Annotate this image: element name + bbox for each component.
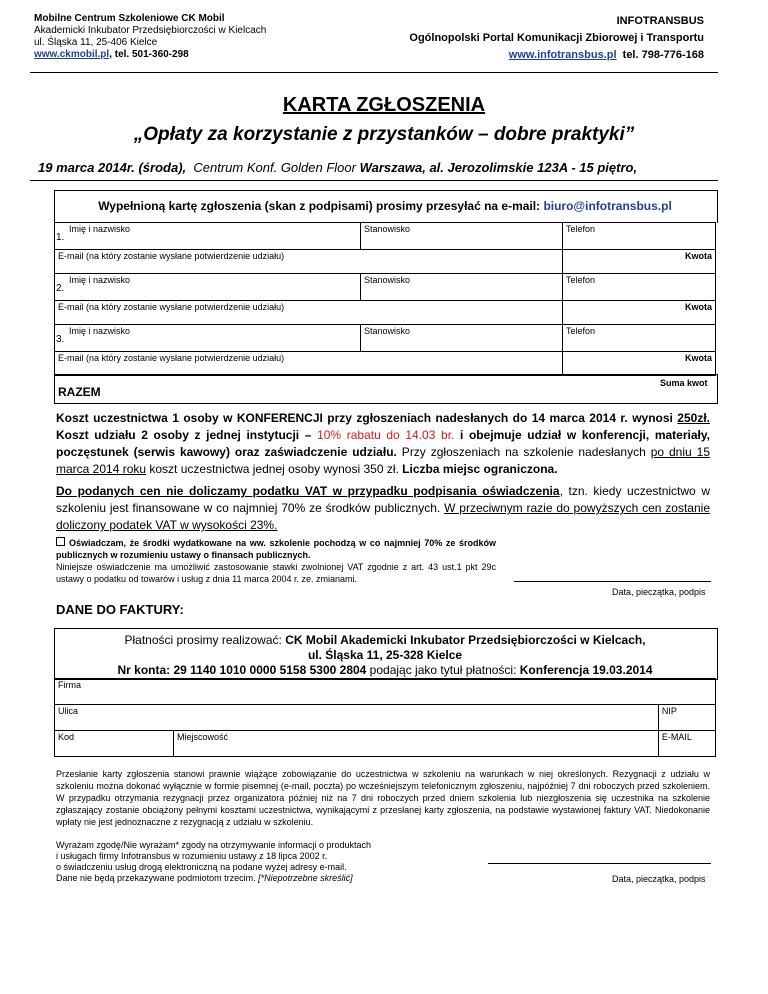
- amount-label: Kwota: [685, 251, 712, 261]
- name-field[interactable]: [55, 274, 361, 301]
- total-amount-field[interactable]: Suma kwot: [660, 378, 708, 388]
- payment-company: CK Mobil Akademicki Inkubator Przedsiębiorczości w Kielcach,: [285, 633, 646, 647]
- signature-label-2: Data, pieczątka, podpis: [612, 874, 706, 884]
- amount-field[interactable]: [563, 250, 716, 274]
- position-field[interactable]: [361, 223, 563, 250]
- phone-field[interactable]: [563, 325, 716, 352]
- event-city: Warszawa, al. Jerozolimskie 123A - 15 piętro,: [359, 160, 638, 175]
- phone-label: Telefon: [566, 224, 596, 234]
- total-row: [54, 374, 718, 404]
- cost-text-3: i obejmuje udział w konferencji, materiały, poczęstunek (serwis kawowy) oraz zaświadczenie udziału.: [56, 428, 710, 459]
- page-title: KARTA ZGŁOSZENIA: [282, 94, 486, 116]
- cost-limited: Liczba miejsc ograniczona.: [402, 462, 558, 476]
- nip-label: NIP: [661, 706, 677, 716]
- postal-code-label: Kod: [58, 732, 75, 742]
- amount-field[interactable]: [563, 301, 716, 325]
- cost-deadline: po dniu 15 marca 2014 roku: [56, 445, 710, 476]
- phone-field[interactable]: [563, 223, 716, 250]
- event-details: [38, 160, 637, 175]
- company-email-field[interactable]: [658, 731, 715, 757]
- consent-line-3: o świadczeniu usług drogą elektroniczną na podane wyżej adresy e-mail.: [56, 862, 347, 872]
- invoice-table: [54, 678, 716, 757]
- payment-title: Konferencja 19.03.2014: [519, 663, 653, 677]
- consent-note: [*Niepotrzebne skreślić]: [258, 873, 353, 883]
- organizer-left-website-link[interactable]: www.ckmobil.pl: [34, 49, 110, 60]
- cost-text-4: Przy zgłoszeniach na szkolenie nadesłanych: [396, 445, 651, 459]
- organizer-left-phone: , tel. 501-360-298: [109, 49, 189, 60]
- position-label: Stanowisko: [364, 224, 411, 234]
- email-field[interactable]: [55, 301, 563, 325]
- phone-label: Telefon: [566, 326, 596, 336]
- cost-text-5: koszt uczestnictwa jednej osoby wynosi 350 zł.: [146, 462, 403, 476]
- payment-text-1: Płatności prosimy realizować:: [124, 633, 286, 647]
- organizer-right-phone: tel. 798-776-168: [622, 49, 704, 61]
- event-venue: Centrum Konf. Golden Floor: [193, 160, 356, 175]
- organizer-left: [34, 13, 266, 61]
- invoice-heading: DANE DO FAKTURY:: [56, 602, 184, 617]
- email-label: E-mail (na który zostanie wysłane potwierdzenie udziału): [58, 353, 285, 363]
- amount-field[interactable]: [563, 352, 716, 376]
- company-email-label: E-MAIL: [661, 732, 692, 742]
- city-field[interactable]: [174, 731, 659, 757]
- vat-declaration: [56, 537, 496, 585]
- participant-table-2: [54, 273, 716, 325]
- vat-text-3: W przeciwnym razie do powyższych cen zostanie doliczony podatek VAT w wysokości 23%.: [56, 501, 710, 532]
- position-label: Stanowisko: [364, 326, 411, 336]
- send-email-link[interactable]: biuro@infotransbus.pl: [543, 199, 672, 213]
- signature-line-2: [488, 863, 711, 864]
- name-label: Imię i nazwisko: [69, 275, 131, 285]
- event-divider: [30, 180, 718, 181]
- consent-line-2: i usługach firmy Infotransbus w rozumieniu ustawy z 18 lipca 2002 r.: [56, 851, 328, 861]
- organizer-right-sub: Ogólnopolski Portal Komunikacji Zbiorowej i Transportu: [409, 32, 704, 44]
- payment-address: ul. Śląska 11, 25-328 Kielce: [307, 648, 463, 662]
- consent-line-1: Wyrażam zgodę/Nie wyrażam* zgody na otrzymywanie informacji o produktach: [56, 840, 372, 850]
- header-divider: [30, 72, 718, 73]
- email-field[interactable]: [55, 352, 563, 376]
- cost-text-1: Koszt uczestnictwa 1 osoby w KONFERENCJI przy zgłoszeniach nadesłanych do 14 marca 2014 r. wynosi: [56, 411, 678, 425]
- name-field[interactable]: [55, 223, 361, 250]
- event-date: 19 marca 2014r. (środa),: [38, 160, 187, 175]
- participant-table-3: [54, 324, 716, 376]
- phone-label: Telefon: [566, 275, 596, 285]
- declaration-text: Niniejsze oświadczenie ma umożliwić zastosowanie stawki zwolnionej VAT zgodnie z art. 43 ust.1 pkt 29c ustawy o podatku od towarów i usług z dnia 11 marca 2004 r. ze. zmianami.: [56, 562, 496, 584]
- name-label: Imię i nazwisko: [69, 326, 131, 336]
- email-field[interactable]: [55, 250, 563, 274]
- conference-title: „Opłaty za korzystanie z przystanków – dobre praktyki”: [133, 124, 635, 145]
- cost-info: [56, 410, 710, 478]
- position-label: Stanowisko: [364, 275, 411, 285]
- organizer-right-name: INFOTRANSBUS: [616, 15, 704, 27]
- send-instruction: [54, 199, 716, 213]
- cost-price: 250zł.: [677, 411, 710, 425]
- street-label: Ulica: [58, 706, 79, 716]
- organizer-left-sub: Akademicki Inkubator Przedsiębiorczości w Kielcach: [34, 25, 267, 36]
- organizer-right-website-link[interactable]: www.infotransbus.pl: [508, 49, 617, 61]
- consent-line-4: Dane nie będą przekazywane podmiotom trzecim.: [56, 873, 259, 883]
- vat-info: [56, 483, 710, 534]
- nip-field[interactable]: [658, 705, 715, 731]
- vat-text-2: , tzn. kiedy uczestnictwo w szkoleniu jest finansowane w co najmniej 70% ze środków publicznych.: [56, 484, 710, 515]
- company-field[interactable]: [55, 679, 716, 705]
- total-label: RAZEM: [58, 385, 101, 399]
- amount-label: Kwota: [685, 302, 712, 312]
- participant-number: 3.: [56, 334, 65, 345]
- payment-account: Nr konta: 29 1140 1010 0000 5158 5300 2804: [117, 663, 367, 677]
- signature-label-1: Data, pieczątka, podpis: [612, 587, 706, 597]
- email-label: E-mail (na który zostanie wysłane potwierdzenie udziału): [58, 251, 285, 261]
- payment-text-2: podając jako tytuł płatności:: [366, 663, 520, 677]
- organizer-left-address: ul. Śląska 11, 25-406 Kielce: [34, 37, 158, 48]
- declaration-bold: Oświadczam, że środki wydatkowane na ww. szkolenie pochodzą w co najmniej 70% ze środków publicznych w rozumieniu ustawy o finansach publicznych.: [56, 538, 496, 560]
- position-field[interactable]: [361, 274, 563, 301]
- vat-text-1: Do podanych cen nie doliczamy podatku VAT w przypadku podpisania oświadczenia: [56, 484, 560, 498]
- amount-label: Kwota: [685, 353, 712, 363]
- participant-number: 1.: [56, 232, 65, 243]
- name-field[interactable]: [55, 325, 361, 352]
- cost-text-2: Koszt udziału 2 osoby z jednej instytucji –: [56, 428, 318, 442]
- participant-table-1: [54, 222, 716, 274]
- city-label: Miejscowość: [177, 732, 229, 742]
- signature-line-1: [514, 581, 711, 582]
- terms-text: Przesłanie karty zgłoszenia stanowi prawnie wiążące zobowiązanie do uczestnictwa w szkoleniu na warunkach w niej określonych. Rezygnacji z udziału w szkoleniu można dokonać wyłącznie w formie pisemnej (e-mail, poczta) po wcześniejszym telefonicznym zgłoszeniu, najpóźniej 7 dni roboczych przed szkoleniem. W przypadku otrzymania rezygnacji przez organizatora później niż na 7 dni roboczych przed dniem szkolenia lub niezgłoszenia się uczestnika na szkolenie zgłaszający zostanie obciążony pełnymi kosztami uczestnictwa, wynikającymi z przesłanej karty zgłoszenia, na podstawie wystawionej faktury VAT. Niedokonanie wpłaty nie jest jednoznaczne z rezygnacją z udziału w szkoleniu.: [56, 769, 710, 827]
- participant-number: 2.: [56, 283, 65, 294]
- postal-code-field[interactable]: [55, 731, 174, 757]
- position-field[interactable]: [361, 325, 563, 352]
- name-label: Imię i nazwisko: [69, 224, 131, 234]
- organizer-right: [409, 13, 704, 64]
- send-instruction-text: Wypełnioną kartę zgłoszenia (skan z podpisami) prosimy przesyłać na e-mail:: [98, 199, 544, 213]
- declaration-checkbox[interactable]: [56, 537, 65, 546]
- organizer-left-name: Mobilne Centrum Szkoleniowe CK Mobil: [34, 13, 225, 24]
- cost-discount: 10% rabatu do 14.03 br.: [317, 428, 455, 442]
- street-field[interactable]: [55, 705, 659, 731]
- company-label: Firma: [58, 680, 81, 690]
- email-label: E-mail (na który zostanie wysłane potwierdzenie udziału): [58, 302, 285, 312]
- payment-info: [54, 633, 716, 678]
- phone-field[interactable]: [563, 274, 716, 301]
- marketing-consent: [56, 840, 476, 884]
